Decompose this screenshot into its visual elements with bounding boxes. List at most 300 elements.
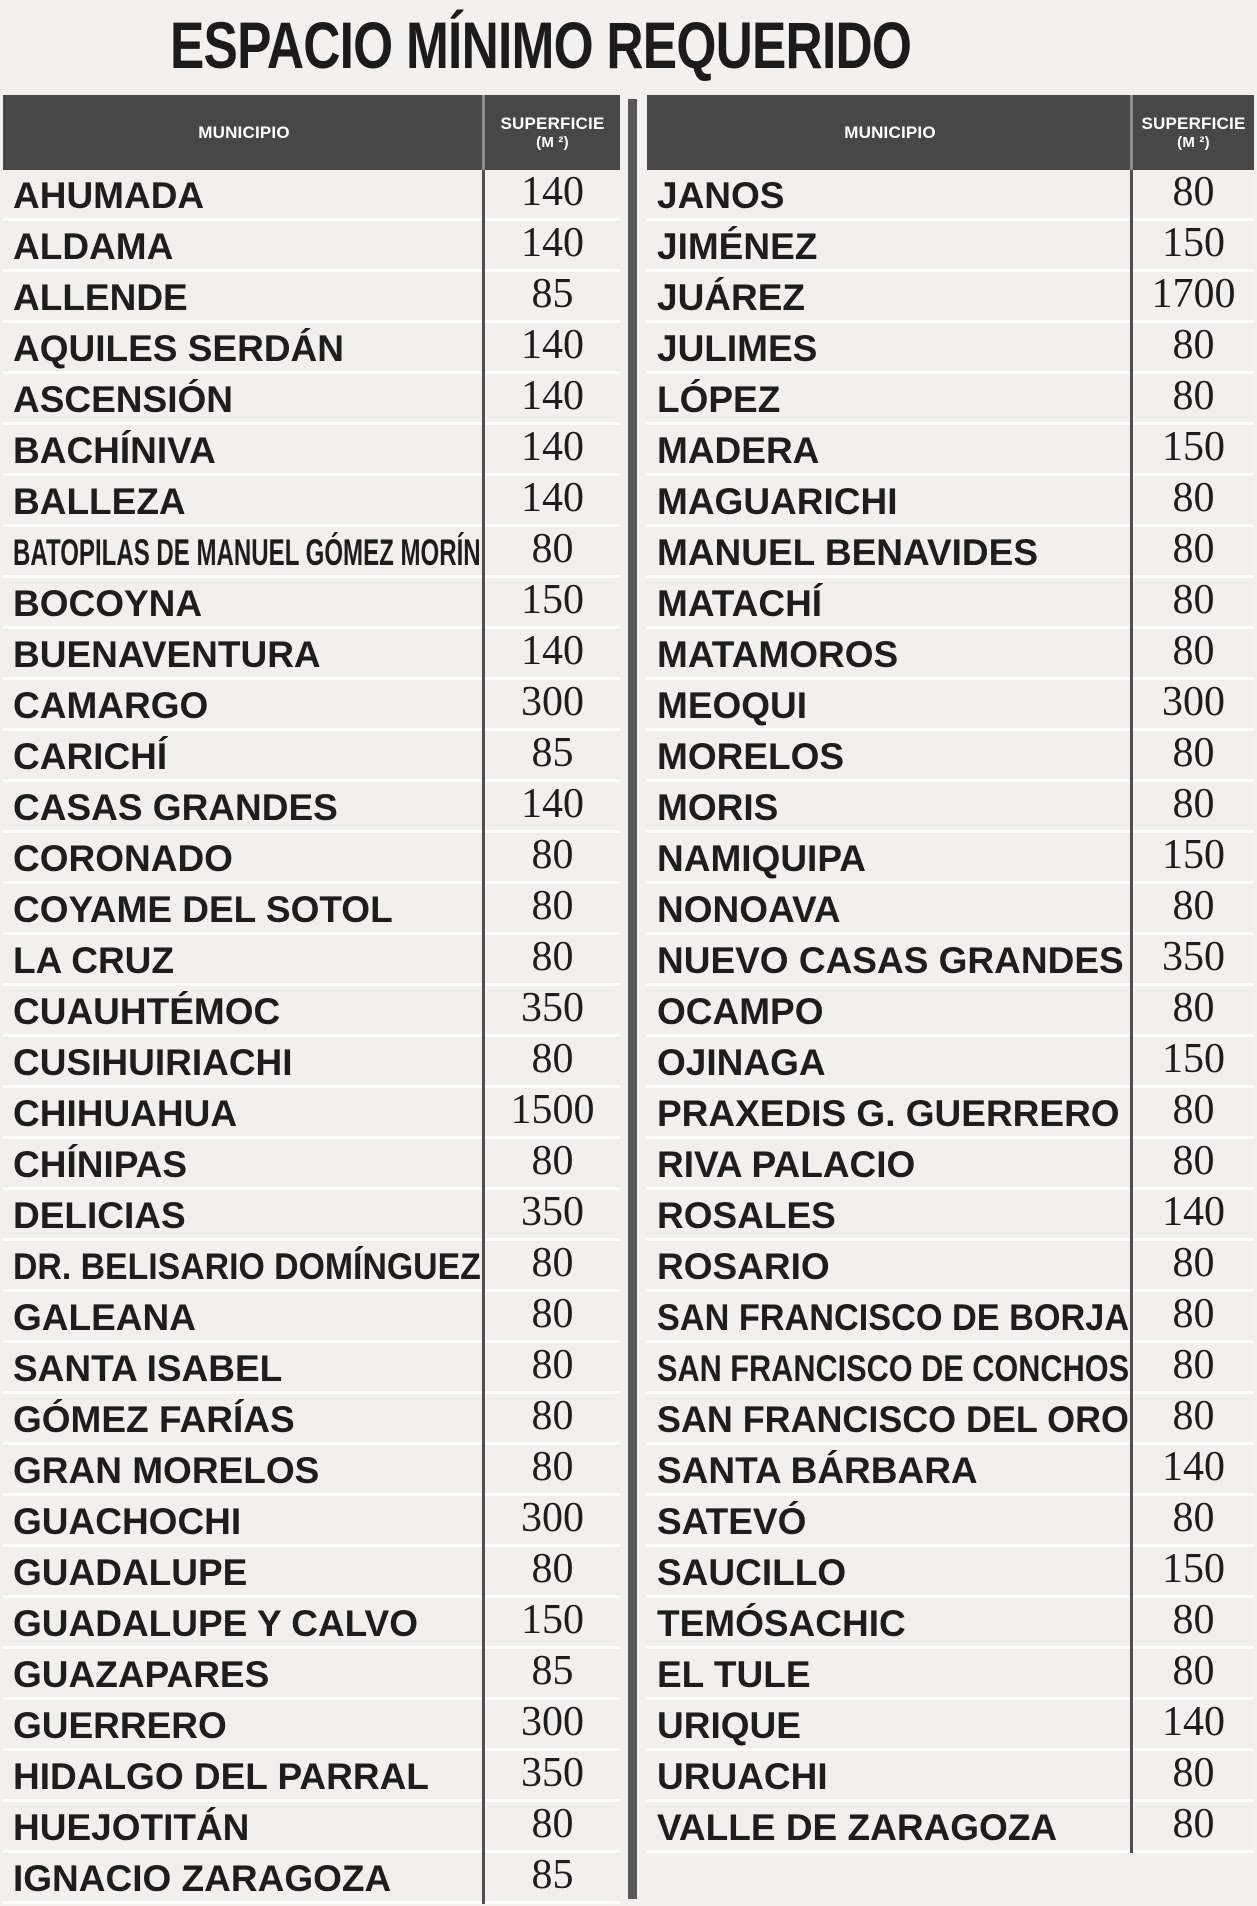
table-row xyxy=(647,1037,1254,1088)
superficie-cell xyxy=(1133,731,1254,779)
table-row xyxy=(647,884,1254,935)
superficie-value: 80 xyxy=(531,527,574,572)
superficie-cell xyxy=(485,1445,620,1493)
municipio-name: BOCOYNA xyxy=(13,582,203,624)
superficie-cell xyxy=(1133,986,1254,1034)
municipio-name: MORIS xyxy=(657,786,779,828)
municipio-cell xyxy=(647,680,1133,728)
superficie-value: 80 xyxy=(531,833,574,878)
municipality-table-left xyxy=(3,95,620,1904)
superficie-cell xyxy=(485,1853,620,1901)
superficie-column-header xyxy=(485,95,620,170)
table-row xyxy=(3,680,620,731)
superficie-cell xyxy=(485,578,620,626)
municipio-name: NAMIQUIPA xyxy=(657,837,866,879)
table-row xyxy=(3,170,620,221)
superficie-value: 80 xyxy=(1172,782,1215,827)
superficie-column-header xyxy=(1133,95,1254,170)
superficie-value: 80 xyxy=(1172,527,1215,572)
table-row xyxy=(3,425,620,476)
superficie-value: 80 xyxy=(1172,1292,1215,1337)
superficie-value: 80 xyxy=(1172,629,1215,674)
superficie-value: 80 xyxy=(1172,1496,1215,1541)
municipio-name: CORONADO xyxy=(13,837,233,879)
municipio-name: GUADALUPE Y CALVO xyxy=(13,1602,418,1644)
table-row xyxy=(647,527,1254,578)
superficie-cell xyxy=(1133,1751,1254,1799)
superficie-value: 80 xyxy=(1172,1241,1215,1286)
superficie-cell xyxy=(1133,884,1254,932)
superficie-value: 80 xyxy=(531,1292,574,1337)
municipio-cell xyxy=(3,1292,485,1340)
superficie-value: 140 xyxy=(1162,1700,1225,1745)
superficie-cell xyxy=(485,1037,620,1085)
municipio-name: JANOS xyxy=(657,174,785,216)
table-row xyxy=(3,1853,620,1904)
table-row xyxy=(3,986,620,1037)
superficie-cell xyxy=(485,680,620,728)
table-row xyxy=(3,1139,620,1190)
superficie-value: 80 xyxy=(1172,476,1215,521)
table-body-right xyxy=(647,170,1254,1853)
superficie-value: 80 xyxy=(1172,578,1215,623)
table-row xyxy=(647,986,1254,1037)
superficie-cell xyxy=(1133,1802,1254,1850)
municipio-name: GUADALUPE xyxy=(13,1551,248,1593)
superficie-cell xyxy=(1133,1292,1254,1340)
municipio-cell xyxy=(3,833,485,881)
superficie-value: 150 xyxy=(1162,1547,1225,1592)
municipio-name: NONOAVA xyxy=(657,888,841,930)
municipio-cell xyxy=(3,221,485,269)
table-row xyxy=(3,1088,620,1139)
municipio-cell xyxy=(3,986,485,1034)
superficie-cell xyxy=(1133,1343,1254,1391)
superficie-value: 140 xyxy=(521,323,584,368)
municipio-name: TEMÓSACHIC xyxy=(657,1602,906,1644)
superficie-cell xyxy=(1133,1598,1254,1646)
superficie-cell xyxy=(1133,1445,1254,1493)
municipio-name: OJINAGA xyxy=(657,1041,826,1083)
superficie-value: 350 xyxy=(521,1190,584,1235)
superficie-cell xyxy=(1133,1547,1254,1595)
municipio-cell xyxy=(3,323,485,371)
municipio-cell xyxy=(647,1139,1133,1187)
municipio-cell xyxy=(647,1445,1133,1493)
municipio-cell xyxy=(647,1496,1133,1544)
superficie-cell xyxy=(1133,374,1254,422)
table-row xyxy=(3,1343,620,1394)
municipio-cell xyxy=(3,935,485,983)
municipio-name: GUAZAPARES xyxy=(13,1653,270,1695)
municipio-cell xyxy=(647,782,1133,830)
superficie-cell xyxy=(1133,935,1254,983)
table-row xyxy=(647,1700,1254,1751)
table-row xyxy=(3,1241,620,1292)
table-row xyxy=(647,221,1254,272)
superficie-cell xyxy=(485,1751,620,1799)
table-row xyxy=(3,323,620,374)
superficie-cell xyxy=(485,1292,620,1340)
table-row xyxy=(3,1751,620,1802)
table-row xyxy=(3,527,620,578)
superficie-value: 80 xyxy=(1172,1343,1215,1388)
municipio-name: LA CRUZ xyxy=(13,939,174,981)
superficie-value: 80 xyxy=(1172,884,1215,929)
superficie-cell xyxy=(1133,476,1254,524)
superficie-value: 140 xyxy=(521,425,584,470)
table-row xyxy=(647,323,1254,374)
municipio-cell xyxy=(3,1496,485,1544)
superficie-value: 85 xyxy=(531,1649,574,1694)
superficie-value: 140 xyxy=(521,221,584,266)
municipio-cell xyxy=(647,731,1133,779)
table-row xyxy=(3,1598,620,1649)
superficie-value: 80 xyxy=(531,884,574,929)
superficie-value: 350 xyxy=(521,986,584,1031)
superficie-value: 80 xyxy=(1172,1751,1215,1796)
municipio-name: SAN FRANCISCO DEL ORO xyxy=(657,1398,1129,1440)
superficie-value: 150 xyxy=(1162,833,1225,878)
municipio-name: GÓMEZ FARÍAS xyxy=(13,1398,295,1440)
table-row xyxy=(3,1445,620,1496)
table-row xyxy=(647,1139,1254,1190)
municipio-cell xyxy=(647,935,1133,983)
superficie-value: 80 xyxy=(1172,1598,1215,1643)
municipio-name: GALEANA xyxy=(13,1296,196,1338)
municipio-name: JUÁREZ xyxy=(657,276,806,318)
superficie-value: 85 xyxy=(531,272,574,317)
superficie-cell xyxy=(485,323,620,371)
municipality-table-right xyxy=(647,95,1254,1853)
table-row xyxy=(647,731,1254,782)
superficie-cell xyxy=(485,833,620,881)
superficie-cell xyxy=(1133,1088,1254,1136)
superficie-value: 150 xyxy=(521,1598,584,1643)
municipio-cell xyxy=(647,1037,1133,1085)
municipio-name: VALLE DE ZARAGOZA xyxy=(657,1806,1058,1848)
superficie-cell xyxy=(1133,170,1254,218)
municipio-name: URUACHI xyxy=(657,1755,828,1797)
table-row xyxy=(3,578,620,629)
superficie-cell xyxy=(1133,425,1254,473)
superficie-label: SUPERFICIE xyxy=(500,113,605,133)
municipio-name: ROSALES xyxy=(657,1194,836,1236)
superficie-cell xyxy=(485,782,620,830)
superficie-value: 80 xyxy=(531,1802,574,1847)
superficie-cell xyxy=(485,1700,620,1748)
municipio-column-header: MUNICIPIO xyxy=(198,122,290,142)
municipio-name: DR. BELISARIO DOMÍNGUEZ xyxy=(13,1245,481,1287)
superficie-value: 80 xyxy=(1172,1649,1215,1694)
municipio-cell xyxy=(647,1088,1133,1136)
municipio-cell xyxy=(647,833,1133,881)
table-row xyxy=(647,170,1254,221)
superficie-cell xyxy=(485,629,620,677)
table-row xyxy=(647,1292,1254,1343)
superficie-value: 150 xyxy=(521,578,584,623)
municipio-name: CHIHUAHUA xyxy=(13,1092,238,1134)
municipio-cell xyxy=(3,1802,485,1850)
municipio-cell xyxy=(3,527,485,575)
table-row xyxy=(647,1445,1254,1496)
superficie-value: 80 xyxy=(531,935,574,980)
superficie-value: 150 xyxy=(1162,425,1225,470)
municipio-name: GUACHOCHI xyxy=(13,1500,242,1542)
table-row xyxy=(647,578,1254,629)
superficie-cell xyxy=(485,1394,620,1442)
municipio-name: SAN FRANCISCO DE BORJA xyxy=(657,1296,1130,1338)
municipio-name: BUENAVENTURA xyxy=(13,633,321,675)
superficie-value: 80 xyxy=(531,1241,574,1286)
municipio-cell xyxy=(647,1343,1133,1391)
superficie-value: 150 xyxy=(1162,1037,1225,1082)
superficie-cell xyxy=(1133,323,1254,371)
municipio-name: ALDAMA xyxy=(13,225,174,267)
superficie-value: 140 xyxy=(521,374,584,419)
municipio-name: GRAN MORELOS xyxy=(13,1449,320,1491)
page-title: ESPACIO MÍNIMO REQUERIDO xyxy=(170,8,912,82)
superficie-cell xyxy=(485,374,620,422)
superficie-cell xyxy=(485,476,620,524)
table-row xyxy=(647,1088,1254,1139)
table-row xyxy=(647,425,1254,476)
superficie-value: 150 xyxy=(1162,221,1225,266)
municipio-name: CARICHÍ xyxy=(13,735,168,777)
table-row xyxy=(3,1496,620,1547)
municipio-cell xyxy=(3,1751,485,1799)
table-row xyxy=(3,935,620,986)
table-row xyxy=(647,833,1254,884)
municipio-name: NUEVO CASAS GRANDES xyxy=(657,939,1124,981)
municipio-name: HUEJOTITÁN xyxy=(13,1806,250,1848)
municipio-name: CAMARGO xyxy=(13,684,209,726)
municipio-cell xyxy=(3,1445,485,1493)
superficie-value: 300 xyxy=(521,1496,584,1541)
superficie-value: 140 xyxy=(521,629,584,674)
table-row xyxy=(647,272,1254,323)
municipio-cell xyxy=(647,1649,1133,1697)
superficie-value: 140 xyxy=(1162,1445,1225,1490)
table-row xyxy=(647,1751,1254,1802)
municipio-cell xyxy=(647,1292,1133,1340)
superficie-cell xyxy=(1133,527,1254,575)
table-row xyxy=(647,1547,1254,1598)
superficie-cell xyxy=(485,1496,620,1544)
municipio-name: PRAXEDIS G. GUERRERO xyxy=(657,1092,1120,1134)
superficie-cell xyxy=(485,1343,620,1391)
superficie-cell xyxy=(1133,1241,1254,1289)
municipio-name: AHUMADA xyxy=(13,174,205,216)
table-row xyxy=(3,884,620,935)
municipio-name: SANTA ISABEL xyxy=(13,1347,283,1389)
table-row xyxy=(3,629,620,680)
superficie-unit-label: (M ²) xyxy=(536,133,569,151)
municipio-cell xyxy=(3,170,485,218)
superficie-cell xyxy=(1133,1649,1254,1697)
municipio-cell xyxy=(3,1343,485,1391)
superficie-label: SUPERFICIE xyxy=(1141,113,1246,133)
superficie-unit-label: (M ²) xyxy=(1177,133,1210,151)
municipio-cell xyxy=(3,884,485,932)
municipio-cell xyxy=(3,1649,485,1697)
municipio-name: BALLEZA xyxy=(13,480,186,522)
superficie-value: 80 xyxy=(1172,374,1215,419)
municipio-name: ROSARIO xyxy=(657,1245,830,1287)
municipio-cell xyxy=(647,1394,1133,1442)
superficie-cell xyxy=(485,1139,620,1187)
municipio-cell xyxy=(647,1802,1133,1850)
superficie-value: 350 xyxy=(1162,935,1225,980)
municipio-name: MATAMOROS xyxy=(657,633,899,675)
table-row xyxy=(647,1394,1254,1445)
municipio-name: EL TULE xyxy=(657,1653,811,1695)
superficie-cell xyxy=(485,1241,620,1289)
municipio-cell xyxy=(3,680,485,728)
municipio-cell xyxy=(3,1547,485,1595)
table-row xyxy=(647,476,1254,527)
table-row xyxy=(647,1241,1254,1292)
municipio-name: BATOPILAS DE MANUEL GÓMEZ MORÍN xyxy=(13,531,481,573)
municipio-cell xyxy=(3,1598,485,1646)
municipio-name: RIVA PALACIO xyxy=(657,1143,916,1185)
municipio-cell xyxy=(3,629,485,677)
superficie-cell xyxy=(485,527,620,575)
municipio-cell xyxy=(3,1241,485,1289)
table-row xyxy=(3,1802,620,1853)
municipio-name: CASAS GRANDES xyxy=(13,786,338,828)
municipio-cell xyxy=(3,1394,485,1442)
table-row xyxy=(647,1190,1254,1241)
superficie-value: 140 xyxy=(1162,1190,1225,1235)
table-body-left xyxy=(3,170,620,1904)
superficie-value: 80 xyxy=(1172,1139,1215,1184)
table-header-right xyxy=(647,95,1254,170)
municipio-name: HIDALGO DEL PARRAL xyxy=(13,1755,429,1797)
municipio-cell xyxy=(3,782,485,830)
superficie-value: 80 xyxy=(531,1547,574,1592)
superficie-cell xyxy=(485,425,620,473)
municipio-cell xyxy=(647,884,1133,932)
superficie-cell xyxy=(485,731,620,779)
municipio-name: GUERRERO xyxy=(13,1704,227,1746)
municipio-name: CHÍNIPAS xyxy=(13,1143,188,1185)
superficie-value: 80 xyxy=(531,1445,574,1490)
superficie-cell xyxy=(1133,833,1254,881)
table-row xyxy=(647,782,1254,833)
superficie-cell xyxy=(1133,578,1254,626)
municipio-name: LÓPEZ xyxy=(657,378,781,420)
superficie-cell xyxy=(1133,782,1254,830)
municipio-name: DELICIAS xyxy=(13,1194,186,1236)
superficie-cell xyxy=(485,935,620,983)
municipio-cell xyxy=(3,1088,485,1136)
column-divider-right xyxy=(1130,95,1133,1853)
superficie-value: 80 xyxy=(1172,323,1215,368)
superficie-cell xyxy=(1133,1700,1254,1748)
superficie-cell xyxy=(485,1598,620,1646)
municipio-name: IGNACIO ZARAGOZA xyxy=(13,1857,392,1899)
municipio-name: AQUILES SERDÁN xyxy=(13,327,344,369)
table-row xyxy=(647,1496,1254,1547)
municipio-name: SANTA BÁRBARA xyxy=(657,1449,978,1491)
column-divider-left xyxy=(482,95,485,1904)
superficie-cell xyxy=(485,1802,620,1850)
municipio-name: MATACHÍ xyxy=(657,582,823,624)
municipio-name: MANUEL BENAVIDES xyxy=(657,531,1039,573)
municipio-cell xyxy=(647,272,1133,320)
table-row xyxy=(3,1394,620,1445)
superficie-cell xyxy=(1133,680,1254,728)
table-row xyxy=(3,221,620,272)
superficie-cell xyxy=(485,221,620,269)
superficie-value: 80 xyxy=(1172,986,1215,1031)
superficie-value: 80 xyxy=(1172,170,1215,215)
municipio-name: COYAME DEL SOTOL xyxy=(13,888,393,930)
municipio-name: BACHÍNIVA xyxy=(13,429,216,471)
table-row xyxy=(3,731,620,782)
superficie-value: 80 xyxy=(531,1037,574,1082)
municipio-name: ALLENDE xyxy=(13,276,188,318)
table-row xyxy=(3,1037,620,1088)
municipio-name: URIQUE xyxy=(657,1704,801,1746)
municipio-name: SAN FRANCISCO DE CONCHOS xyxy=(657,1347,1130,1389)
municipio-cell xyxy=(647,1190,1133,1238)
municipio-name: CUSIHUIRIACHI xyxy=(13,1041,293,1083)
municipio-cell xyxy=(647,1751,1133,1799)
superficie-cell xyxy=(485,170,620,218)
superficie-cell xyxy=(485,1088,620,1136)
municipio-cell xyxy=(3,476,485,524)
municipio-cell xyxy=(3,1139,485,1187)
superficie-cell xyxy=(1133,1139,1254,1187)
municipio-cell xyxy=(3,272,485,320)
superficie-value: 80 xyxy=(531,1139,574,1184)
municipio-cell xyxy=(647,1598,1133,1646)
municipio-cell xyxy=(3,374,485,422)
table-row xyxy=(647,680,1254,731)
superficie-cell xyxy=(485,1547,620,1595)
municipio-cell xyxy=(647,527,1133,575)
table-divider-bar xyxy=(628,99,637,1899)
municipio-column-header: MUNICIPIO xyxy=(844,122,936,142)
municipio-cell xyxy=(647,476,1133,524)
superficie-value: 80 xyxy=(1172,1088,1215,1133)
table-row xyxy=(3,1292,620,1343)
superficie-value: 80 xyxy=(531,1394,574,1439)
municipio-cell xyxy=(3,578,485,626)
municipio-cell xyxy=(647,1700,1133,1748)
table-row xyxy=(647,1343,1254,1394)
superficie-value: 80 xyxy=(1172,1802,1215,1847)
municipio-name: ASCENSIÓN xyxy=(13,378,233,420)
municipio-cell xyxy=(647,1547,1133,1595)
municipio-cell xyxy=(647,425,1133,473)
table-row xyxy=(3,833,620,884)
table-row xyxy=(647,629,1254,680)
municipio-name: JIMÉNEZ xyxy=(657,225,818,267)
superficie-value: 300 xyxy=(521,680,584,725)
municipio-name: MEOQUI xyxy=(657,684,808,726)
superficie-value: 300 xyxy=(521,1700,584,1745)
municipio-cell xyxy=(3,1190,485,1238)
superficie-cell xyxy=(485,1190,620,1238)
superficie-value: 300 xyxy=(1162,680,1225,725)
superficie-value: 350 xyxy=(521,1751,584,1796)
municipio-name: MADERA xyxy=(657,429,820,471)
municipio-cell xyxy=(647,221,1133,269)
municipio-cell xyxy=(3,425,485,473)
